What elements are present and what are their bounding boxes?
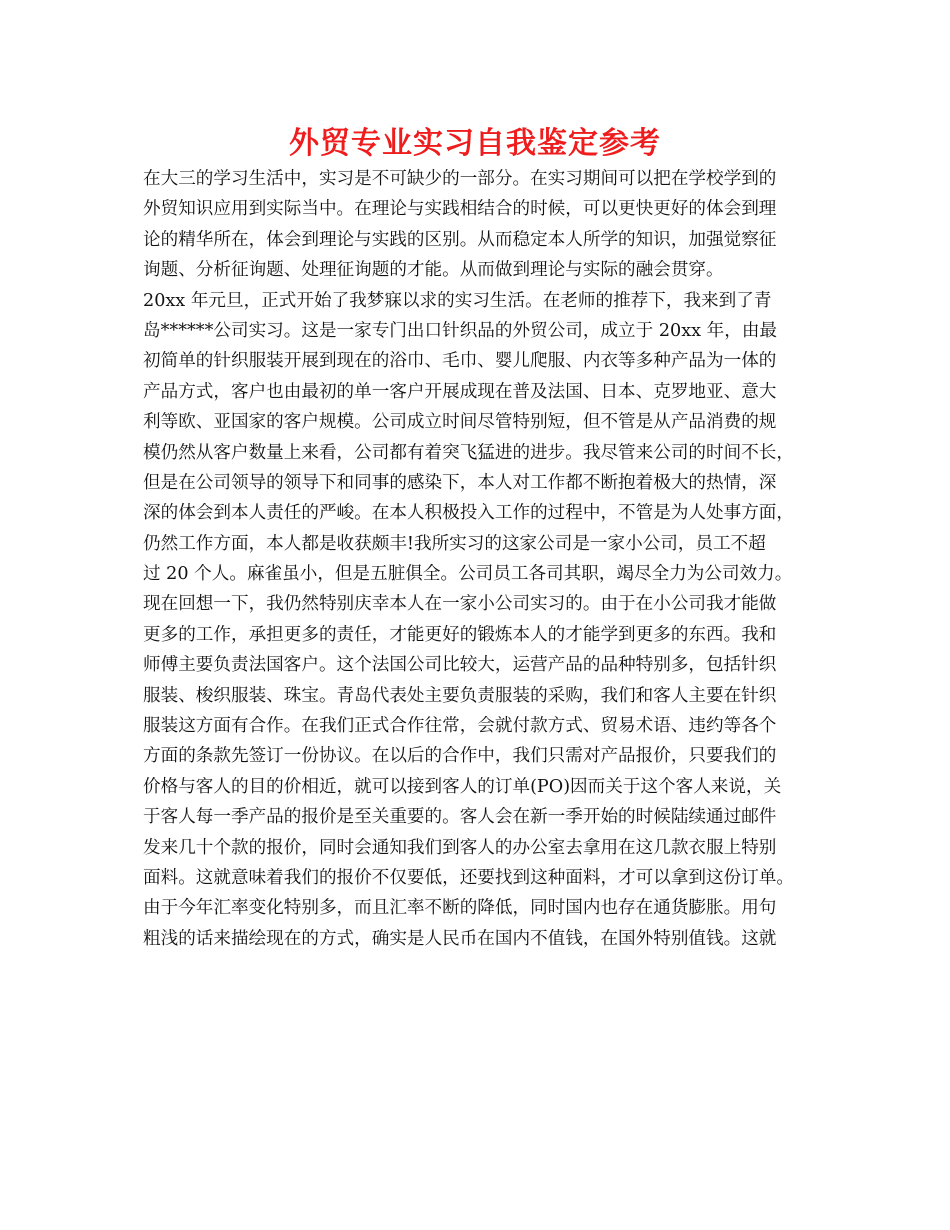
text-line: 询题、分析征询题、处理征询题的才能。从而做到理论与实际的融会贯穿。 bbox=[143, 260, 724, 281]
document-body bbox=[143, 164, 833, 954]
text-line: 模仍然从客户数量上来看，公司都有着突飞猛进的进步。我尽管来公司的时间不长， bbox=[143, 442, 794, 463]
document-title: 外贸专业实习自我鉴定参考 bbox=[289, 126, 661, 161]
text-line: 在大三的学习生活中，实习是不可缺少的一部分。在实习期间可以把在学校学到的 bbox=[143, 169, 777, 189]
text-line: 论的精华所在，体会到理论与实践的区别。从而稳定本人所学的知识，加强觉察征 bbox=[143, 229, 777, 250]
text-line: 利等欧、亚国家的客户规模。公司成立时间尽管特别短，但不管是从产品消费的规 bbox=[143, 412, 777, 433]
text-line: 面料。这就意味着我们的报价不仅要低，还要找到这种面料，才可以拿到这份订单。 bbox=[143, 867, 794, 888]
text-line: 服装、梭织服装、珠宝。青岛代表处主要负责服装的采购，我们和客人主要在针织 bbox=[143, 685, 777, 706]
text-line: 岛******公司实习。这是一家专门出口针织品的外贸公司，成立于 20xx 年，由最 bbox=[143, 320, 778, 341]
text-line: 更多的工作，承担更多的责任，才能更好的锻炼本人的才能学到更多的东西。我和 bbox=[143, 624, 777, 645]
text-line: 由于今年汇率变化特别多，而且汇率不断的降低，同时国内也存在通货膨胀。用句 bbox=[143, 898, 777, 919]
text-line: 产品方式，客户也由最初的单一客户开展成现在普及法国、日本、克罗地亚、意大 bbox=[143, 381, 777, 402]
text-line: 过 20 个人。麻雀虽小，但是五脏俱全。公司员工各司其职，竭尽全力为公司效力。 bbox=[143, 564, 793, 585]
text-line: 价格与客人的目的价相近，就可以接到客人的订单(PO)因而关于这个客人来说，关 bbox=[143, 776, 782, 797]
text-line: 但是在公司领导的领导下和同事的感染下，本人对工作都不断抱着极大的热情，深 bbox=[143, 472, 777, 493]
text-line: 发来几十个款的报价，同时会通知我们到客人的办公室去拿用在这几款衣服上特别 bbox=[143, 837, 777, 858]
text-line: 于客人每一季产品的报价是至关重要的。客人会在新一季开始的时候陆续通过邮件 bbox=[143, 807, 777, 828]
text-line: 初简单的针织服装开展到现在的浴巾、毛巾、婴儿爬服、内衣等多种产品为一体的 bbox=[143, 351, 777, 372]
text-line: 现在回想一下，我仍然特别庆幸本人在一家小公司实习的。由于在小公司我才能做 bbox=[143, 594, 777, 615]
text-line: 外贸知识应用到实际当中。在理论与实践相结合的时候，可以更快更好的体会到理 bbox=[143, 199, 777, 220]
text-line: 深的体会到本人责任的严峻。在本人积极投入工作的过程中，不管是为人处事方面， bbox=[143, 503, 794, 524]
text-line: 师傅主要负责法国客户。这个法国公司比较大，运营产品的品种特别多，包括针织 bbox=[143, 655, 777, 676]
text-line: 仍然工作方面，本人都是收获颇丰!我所实习的这家公司是一家小公司，员工不超 bbox=[143, 533, 766, 554]
text-line: 服装这方面有合作。在我们正式合作往常，会就付款方式、贸易术语、违约等各个 bbox=[143, 716, 777, 737]
text-line: 20xx 年元旦，正式开始了我梦寐以求的实习生活。在老师的推荐下，我来到了青 bbox=[143, 290, 772, 311]
text-line: 方面的条款先签订一份协议。在以后的合作中，我们只需对产品报价，只要我们的 bbox=[143, 746, 777, 767]
text-line: 粗浅的话来描绘现在的方式，确实是人民币在国内不值钱，在国外特别值钱。这就 bbox=[143, 928, 777, 949]
